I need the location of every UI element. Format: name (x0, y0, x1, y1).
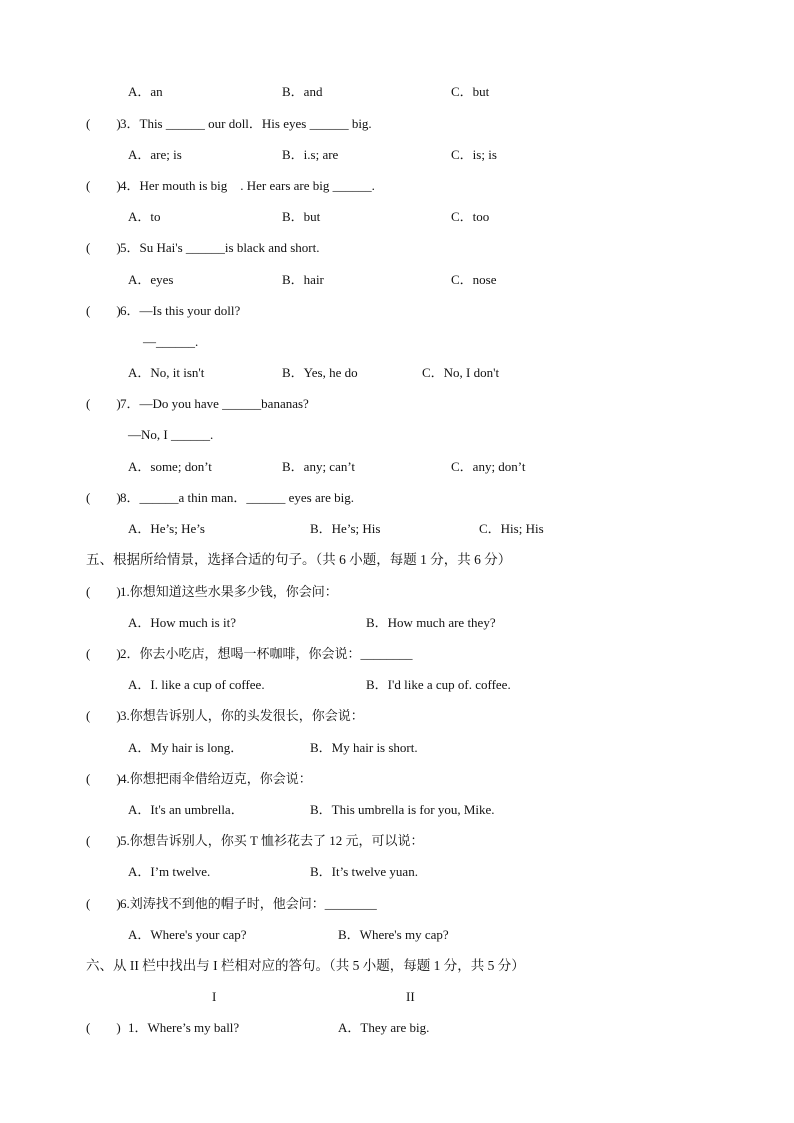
q4-stem: 4．Her mouth is big . Her ears are big ______. (120, 178, 375, 193)
q5-option-b: B．hair (282, 272, 324, 287)
q7-answer-line: —No, I ______. (128, 427, 214, 442)
q5-stem: 5．Su Hai's ______is black and short. (120, 240, 320, 255)
q2-option-a: A．an (128, 84, 163, 99)
q8-option-a: A．He’s; He’s (128, 521, 205, 536)
section6-title: 六、从 II 栏中找出与 I 栏相对应的答句。（共 5 小题，每题 1 分，共 5 分） (86, 958, 525, 973)
s5-q6-stem: 6.刘涛找不到他的帽子时，他会问：________ (120, 896, 377, 911)
q4-option-a: A．to (128, 209, 161, 224)
s5-q4-option-b: B．This umbrella is for you, Mike. (310, 802, 495, 817)
s6-q1-stem: 1．Where’s my ball? (128, 1020, 240, 1035)
q6-option-a: A．No, it isn't (128, 365, 205, 380)
s5-q6-option-b: B．Where's my cap? (338, 927, 449, 942)
q7-stem: 7．—Do you have ______bananas? (120, 396, 309, 411)
s6-answer-a: A．They are big. (338, 1020, 430, 1035)
q3-stem: 3．This ______ our doll．His eyes ______ big. (120, 116, 372, 131)
q7-option-a: A．some; don’t (128, 459, 212, 474)
q5-answer-blank[interactable]: ( ) (86, 240, 121, 255)
s5-q5-answer-blank[interactable]: ( ) (86, 833, 121, 848)
q4-option-c: C．too (451, 209, 490, 224)
q7-option-c: C．any; don’t (451, 459, 526, 474)
q5-option-a: A．eyes (128, 272, 174, 287)
s5-q1-option-b: B．How much are they? (366, 615, 496, 630)
q6-answer-blank[interactable]: ( ) (86, 303, 121, 318)
q2-option-c: C．but (451, 84, 490, 99)
s6-q1-answer-blank[interactable]: ( ) (86, 1020, 121, 1035)
q3-option-a: A．are; is (128, 147, 182, 162)
q6-option-b: B．Yes, he do (282, 365, 358, 380)
q3-option-b: B．i.s; are (282, 147, 339, 162)
s5-q2-option-b: B．I'd like a cup of. coffee. (366, 677, 511, 692)
s5-q4-stem: 4.你想把雨伞借给迈克，你会说： (120, 771, 312, 786)
q7-option-b: B．any; can’t (282, 459, 356, 474)
q6-answer-line: —______. (143, 334, 199, 349)
s5-q2-stem: 2．你去小吃店，想喝一杯咖啡，你会说：________ (120, 646, 413, 661)
s5-q5-option-b: B．It’s twelve yuan. (310, 864, 418, 879)
q5-option-c: C．nose (451, 272, 497, 287)
section6-column-2-header: II (406, 989, 415, 1004)
q8-option-c: C．His; His (479, 521, 544, 536)
q3-option-c: C．is; is (451, 147, 497, 162)
section5-title: 五、根据所给情景，选择合适的句子。（共 6 小题，每题 1 分，共 6 分） (86, 552, 512, 567)
s5-q1-stem: 1.你想知道这些水果多少钱，你会问： (120, 584, 338, 599)
s5-q1-answer-blank[interactable]: ( ) (86, 584, 121, 599)
s5-q3-option-b: B．My hair is short. (310, 740, 418, 755)
s5-q3-stem: 3.你想告诉别人，你的头发很长，你会说： (120, 708, 364, 723)
s5-q6-answer-blank[interactable]: ( ) (86, 896, 121, 911)
s5-q3-option-a: A．My hair is long． (128, 740, 244, 755)
s5-q2-option-a: A．I. like a cup of coffee. (128, 677, 265, 692)
s5-q5-option-a: A．I’m twelve. (128, 864, 211, 879)
q4-option-b: B．but (282, 209, 321, 224)
q7-answer-blank[interactable]: ( ) (86, 396, 121, 411)
s5-q1-option-a: A．How much is it? (128, 615, 236, 630)
q3-answer-blank[interactable]: ( ) (86, 116, 121, 131)
q8-answer-blank[interactable]: ( ) (86, 490, 121, 505)
q8-stem: 8．______a thin man．______ eyes are big. (120, 490, 354, 505)
q6-option-c: C．No, I don't (422, 365, 500, 380)
q2-option-b: B．and (282, 84, 323, 99)
s5-q4-option-a: A．It's an umbrella． (128, 802, 244, 817)
q6-stem: 6．—Is this your doll? (120, 303, 241, 318)
q8-option-b: B．He’s; His (310, 521, 381, 536)
s5-q3-answer-blank[interactable]: ( ) (86, 708, 121, 723)
q4-answer-blank[interactable]: ( ) (86, 178, 121, 193)
s5-q5-stem: 5.你想告诉别人，你买 T 恤衫花去了 12 元，可以说： (120, 833, 424, 848)
s5-q6-option-a: A．Where's your cap? (128, 927, 247, 942)
section6-column-1-header: I (212, 989, 217, 1004)
s5-q2-answer-blank[interactable]: ( ) (86, 646, 121, 661)
s5-q4-answer-blank[interactable]: ( ) (86, 771, 121, 786)
